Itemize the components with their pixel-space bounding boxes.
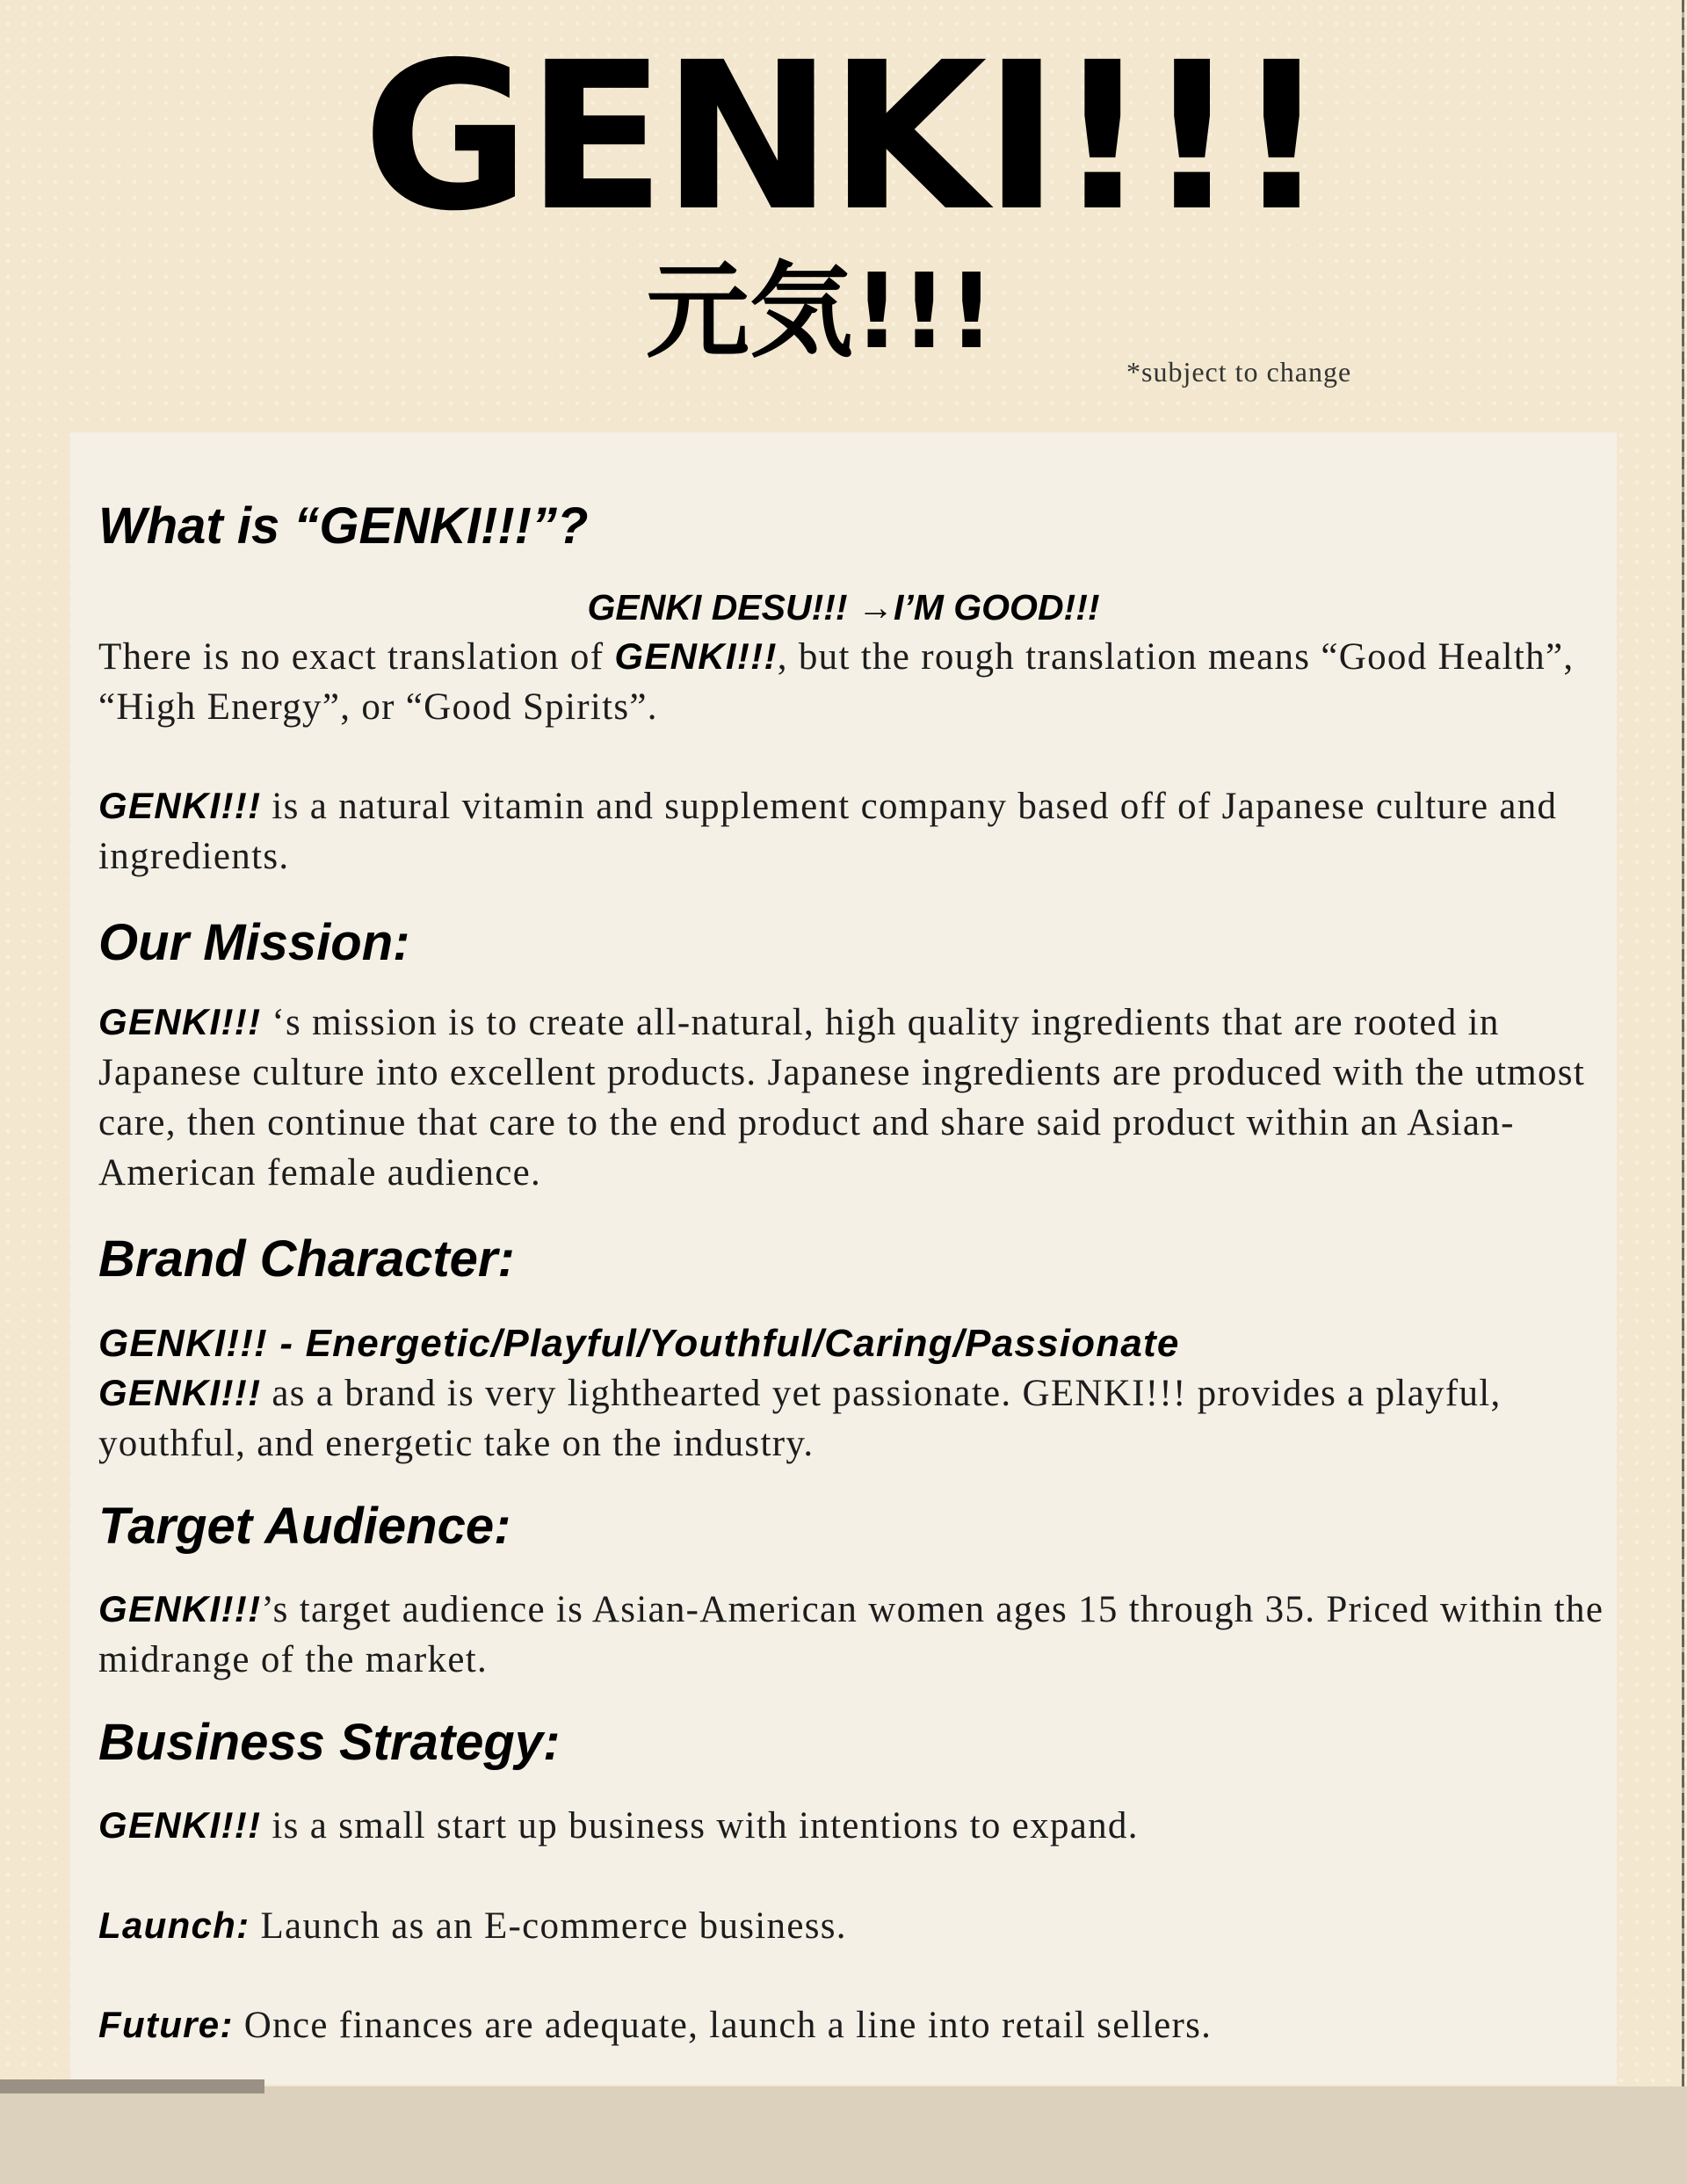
target-audience-paragraph (98, 1584, 1610, 1685)
heading-brand-character: Brand Character: (98, 1230, 515, 1288)
brand-name: GENKI!!! (614, 635, 778, 677)
page-edge-rule (1682, 0, 1684, 2087)
future-paragraph (98, 1999, 1610, 2050)
strategy-text: is a small start up business with intentions to expand. (261, 1805, 1139, 1847)
logo-japanese: 元気!!! (646, 250, 996, 372)
heading-what-is-genki: What is “GENKI!!!”? (98, 497, 589, 555)
heading-business-strategy: Business Strategy: (98, 1714, 561, 1771)
brand-name: GENKI!!! (98, 785, 262, 826)
genki-desu-translation: GENKI DESU!!! →I’M GOOD!!! (587, 587, 1100, 628)
launch-text: Launch as an E-commerce business. (250, 1905, 847, 1947)
brand-name: GENKI!!! (98, 1804, 262, 1846)
target-audience-text: ’s target audience is Asian-American women ages 15 through 35. Priced within the midrange of the market. (98, 1589, 1604, 1680)
brand-name: GENKI!!! (98, 1588, 262, 1629)
company-description-text: is a natural vitamin and supplement company based off of Japanese culture and ingredients. (98, 786, 1558, 877)
content-panel (70, 432, 1617, 2085)
launch-label: Launch: (98, 1905, 250, 1946)
heading-our-mission: Our Mission: (98, 914, 410, 971)
strategy-paragraph (98, 1800, 1610, 1851)
brand-character-paragraph (98, 1368, 1610, 1469)
future-text: Once finances are adequate, launch a line into retail sellers. (233, 2005, 1213, 2046)
translation-text-start: There is no exact translation of (98, 636, 615, 678)
translation-paragraph (98, 631, 1610, 732)
brand-character-text: as a brand is very lighthearted yet passionate. GENKI!!! provides a playful, youthful, and energetic take on the industry. (98, 1373, 1502, 1464)
company-description (98, 780, 1610, 882)
subject-to-change-note: *subject to change (1126, 356, 1352, 388)
footer-band (0, 2086, 1687, 2184)
mission-paragraph (98, 997, 1610, 1198)
logo-english: GENKI!!! (362, 18, 1325, 256)
mission-text: ‘s mission is to create all-natural, high quality ingredients that are rooted in Japanese culture into excellent products. Japanese ingredients are produced with the utmost care, then continue that care to the end product and share said product within an Asian-American female audience. (98, 1002, 1586, 1194)
launch-paragraph (98, 1900, 1610, 1951)
heading-target-audience: Target Audience: (98, 1498, 511, 1555)
reading-progress-fill (0, 2079, 264, 2093)
brand-name: GENKI!!! (98, 1372, 262, 1413)
reading-progress-bar (0, 2079, 1687, 2093)
translation-text-end: , but the rough translation means “Good Health”, “High Energy”, or “Good Spirits”. (98, 636, 1575, 728)
brand-name: GENKI!!! (98, 1001, 262, 1042)
brand-traits: GENKI!!! - Energetic/Playful/Youthful/Caring/Passionate (98, 1322, 1180, 1365)
future-label: Future: (98, 2004, 234, 2045)
